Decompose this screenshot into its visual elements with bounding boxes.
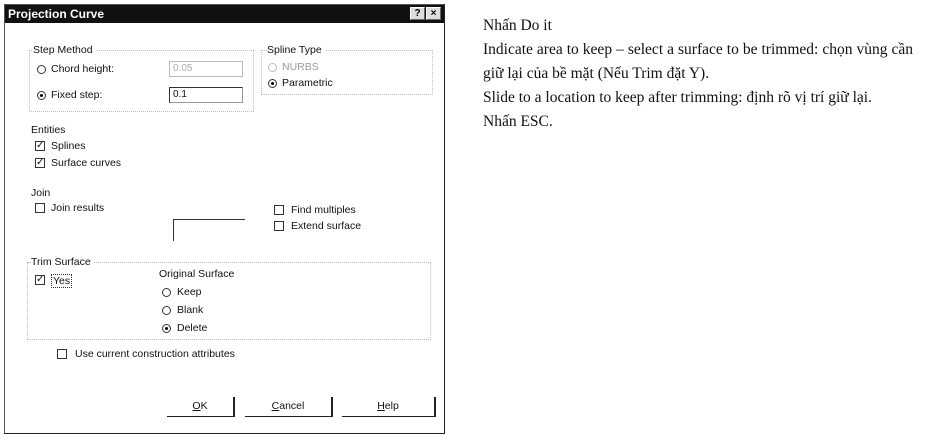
join-label: Join <box>31 187 51 199</box>
join-results-label: Join results <box>51 202 105 214</box>
blank-radio[interactable] <box>162 306 171 315</box>
find-multiples-label: Find multiples <box>291 204 356 216</box>
chord-height-label: Chord height: <box>51 63 115 75</box>
help-button[interactable]: Help <box>342 397 436 417</box>
delete-radio[interactable] <box>162 324 171 333</box>
original-surface-label: Original Surface <box>159 268 235 280</box>
fixed-step-field[interactable]: 0.1 <box>169 87 243 103</box>
nurbs-radio[interactable] <box>268 63 277 72</box>
ok-button[interactable]: OK <box>167 397 235 417</box>
instruction-line: Nhấn Do it <box>483 17 552 34</box>
blank-label: Blank <box>177 304 204 316</box>
parametric-radio[interactable] <box>268 79 277 88</box>
step-method-label: Step Method <box>33 44 96 56</box>
dialog-titlebar <box>5 5 444 23</box>
construction-attributes-checkbox[interactable] <box>57 349 67 359</box>
keep-label: Keep <box>177 286 202 298</box>
projection-curve-dialog <box>4 4 445 434</box>
delete-label: Delete <box>177 322 208 334</box>
chord-height-radio[interactable] <box>37 65 46 74</box>
chord-height-field[interactable]: 0.05 <box>169 61 243 77</box>
splines-label: Splines <box>51 140 86 152</box>
help-icon[interactable]: ? <box>410 7 425 20</box>
extend-surface-checkbox[interactable] <box>274 221 284 231</box>
extend-surface-label: Extend surface <box>291 220 362 232</box>
dialog-title: Projection Curve <box>8 7 105 21</box>
trim-surface-label: Trim Surface <box>31 256 94 268</box>
spline-type-label: Spline Type <box>267 44 325 56</box>
fixed-step-label: Fixed step: <box>51 89 103 101</box>
construction-attributes-label: Use current construction attributes <box>75 348 235 360</box>
fixed-step-radio[interactable] <box>37 91 46 100</box>
close-icon[interactable]: × <box>426 7 441 20</box>
find-multiples-checkbox[interactable] <box>274 205 284 215</box>
instruction-line: Nhấn ESC. <box>483 113 553 130</box>
parametric-label: Parametric <box>282 77 333 89</box>
surface-curves-label: Surface curves <box>51 157 122 169</box>
entities-label: Entities <box>31 124 66 136</box>
join-results-checkbox[interactable] <box>35 203 45 213</box>
instruction-line: Slide to a location to keep after trimming: định rõ vị trí giữ lại. <box>483 89 872 106</box>
splines-checkbox[interactable]: ✓ <box>36 140 45 151</box>
trim-yes-label: Yes <box>53 275 71 287</box>
nurbs-label: NURBS <box>282 61 319 73</box>
keep-radio[interactable] <box>162 288 171 297</box>
surface-curves-checkbox[interactable]: ✓ <box>36 157 45 168</box>
cancel-button[interactable]: Cancel <box>245 397 333 417</box>
instruction-line: Indicate area to keep – select a surface to be trimmed: chọn vùng cần giữ lại của bề mặt (Nếu Trim đặt Y). <box>483 41 913 82</box>
join-tolerance-field[interactable] <box>173 219 245 241</box>
trim-yes-checkbox[interactable]: ✓ <box>36 274 45 285</box>
instruction-text <box>483 14 913 134</box>
